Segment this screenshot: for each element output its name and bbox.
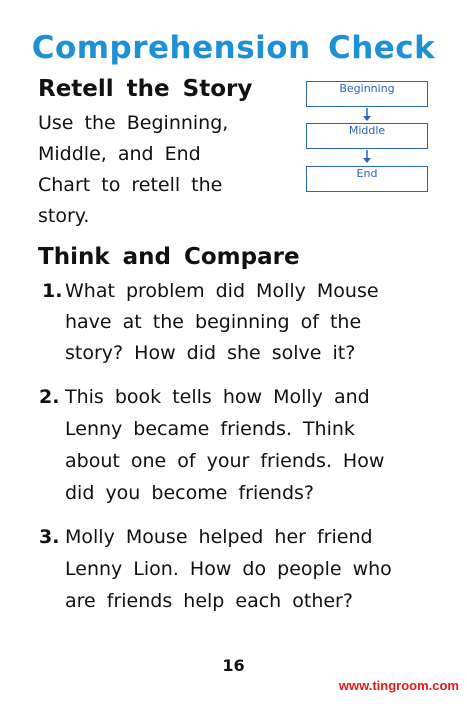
chart-box-middle: Middle [306, 123, 428, 149]
question-text-line: did you become friends? [65, 482, 315, 504]
retell-text-line: story. [38, 205, 90, 227]
page-title: Comprehension Check [31, 30, 436, 66]
question-text-line: This book tells how Molly and [65, 386, 370, 408]
question-text-line: about one of your friends. How [65, 450, 385, 472]
retell-heading: Retell the Story [38, 76, 253, 102]
retell-text-line: Middle, and End [38, 143, 201, 165]
question-text-line: Lenny became friends. Think [65, 418, 355, 440]
retell-text-line: Chart to retell the [38, 174, 223, 196]
question-text-line: are friends help each other? [65, 590, 353, 612]
question-number: 1. [42, 280, 63, 302]
question-text-line: story? How did she solve it? [65, 342, 356, 364]
compare-heading: Think and Compare [38, 244, 300, 270]
question-number: 2. [39, 386, 60, 408]
chart-box-beginning: Beginning [306, 81, 428, 107]
down-arrow-icon [361, 108, 373, 122]
retell-text-line: Use the Beginning, [38, 112, 229, 134]
question-text-line: Lenny Lion. How do people who [65, 558, 392, 580]
page-number: 16 [222, 656, 245, 675]
question-text-line: Molly Mouse helped her friend [65, 526, 373, 548]
watermark-link[interactable]: www.tingroom.com [338, 678, 459, 693]
question-text-line: What problem did Molly Mouse [65, 280, 379, 302]
question-number: 3. [39, 526, 60, 548]
down-arrow-icon [361, 150, 373, 164]
question-text-line: have at the beginning of the [65, 311, 362, 333]
chart-box-end: End [306, 166, 428, 192]
